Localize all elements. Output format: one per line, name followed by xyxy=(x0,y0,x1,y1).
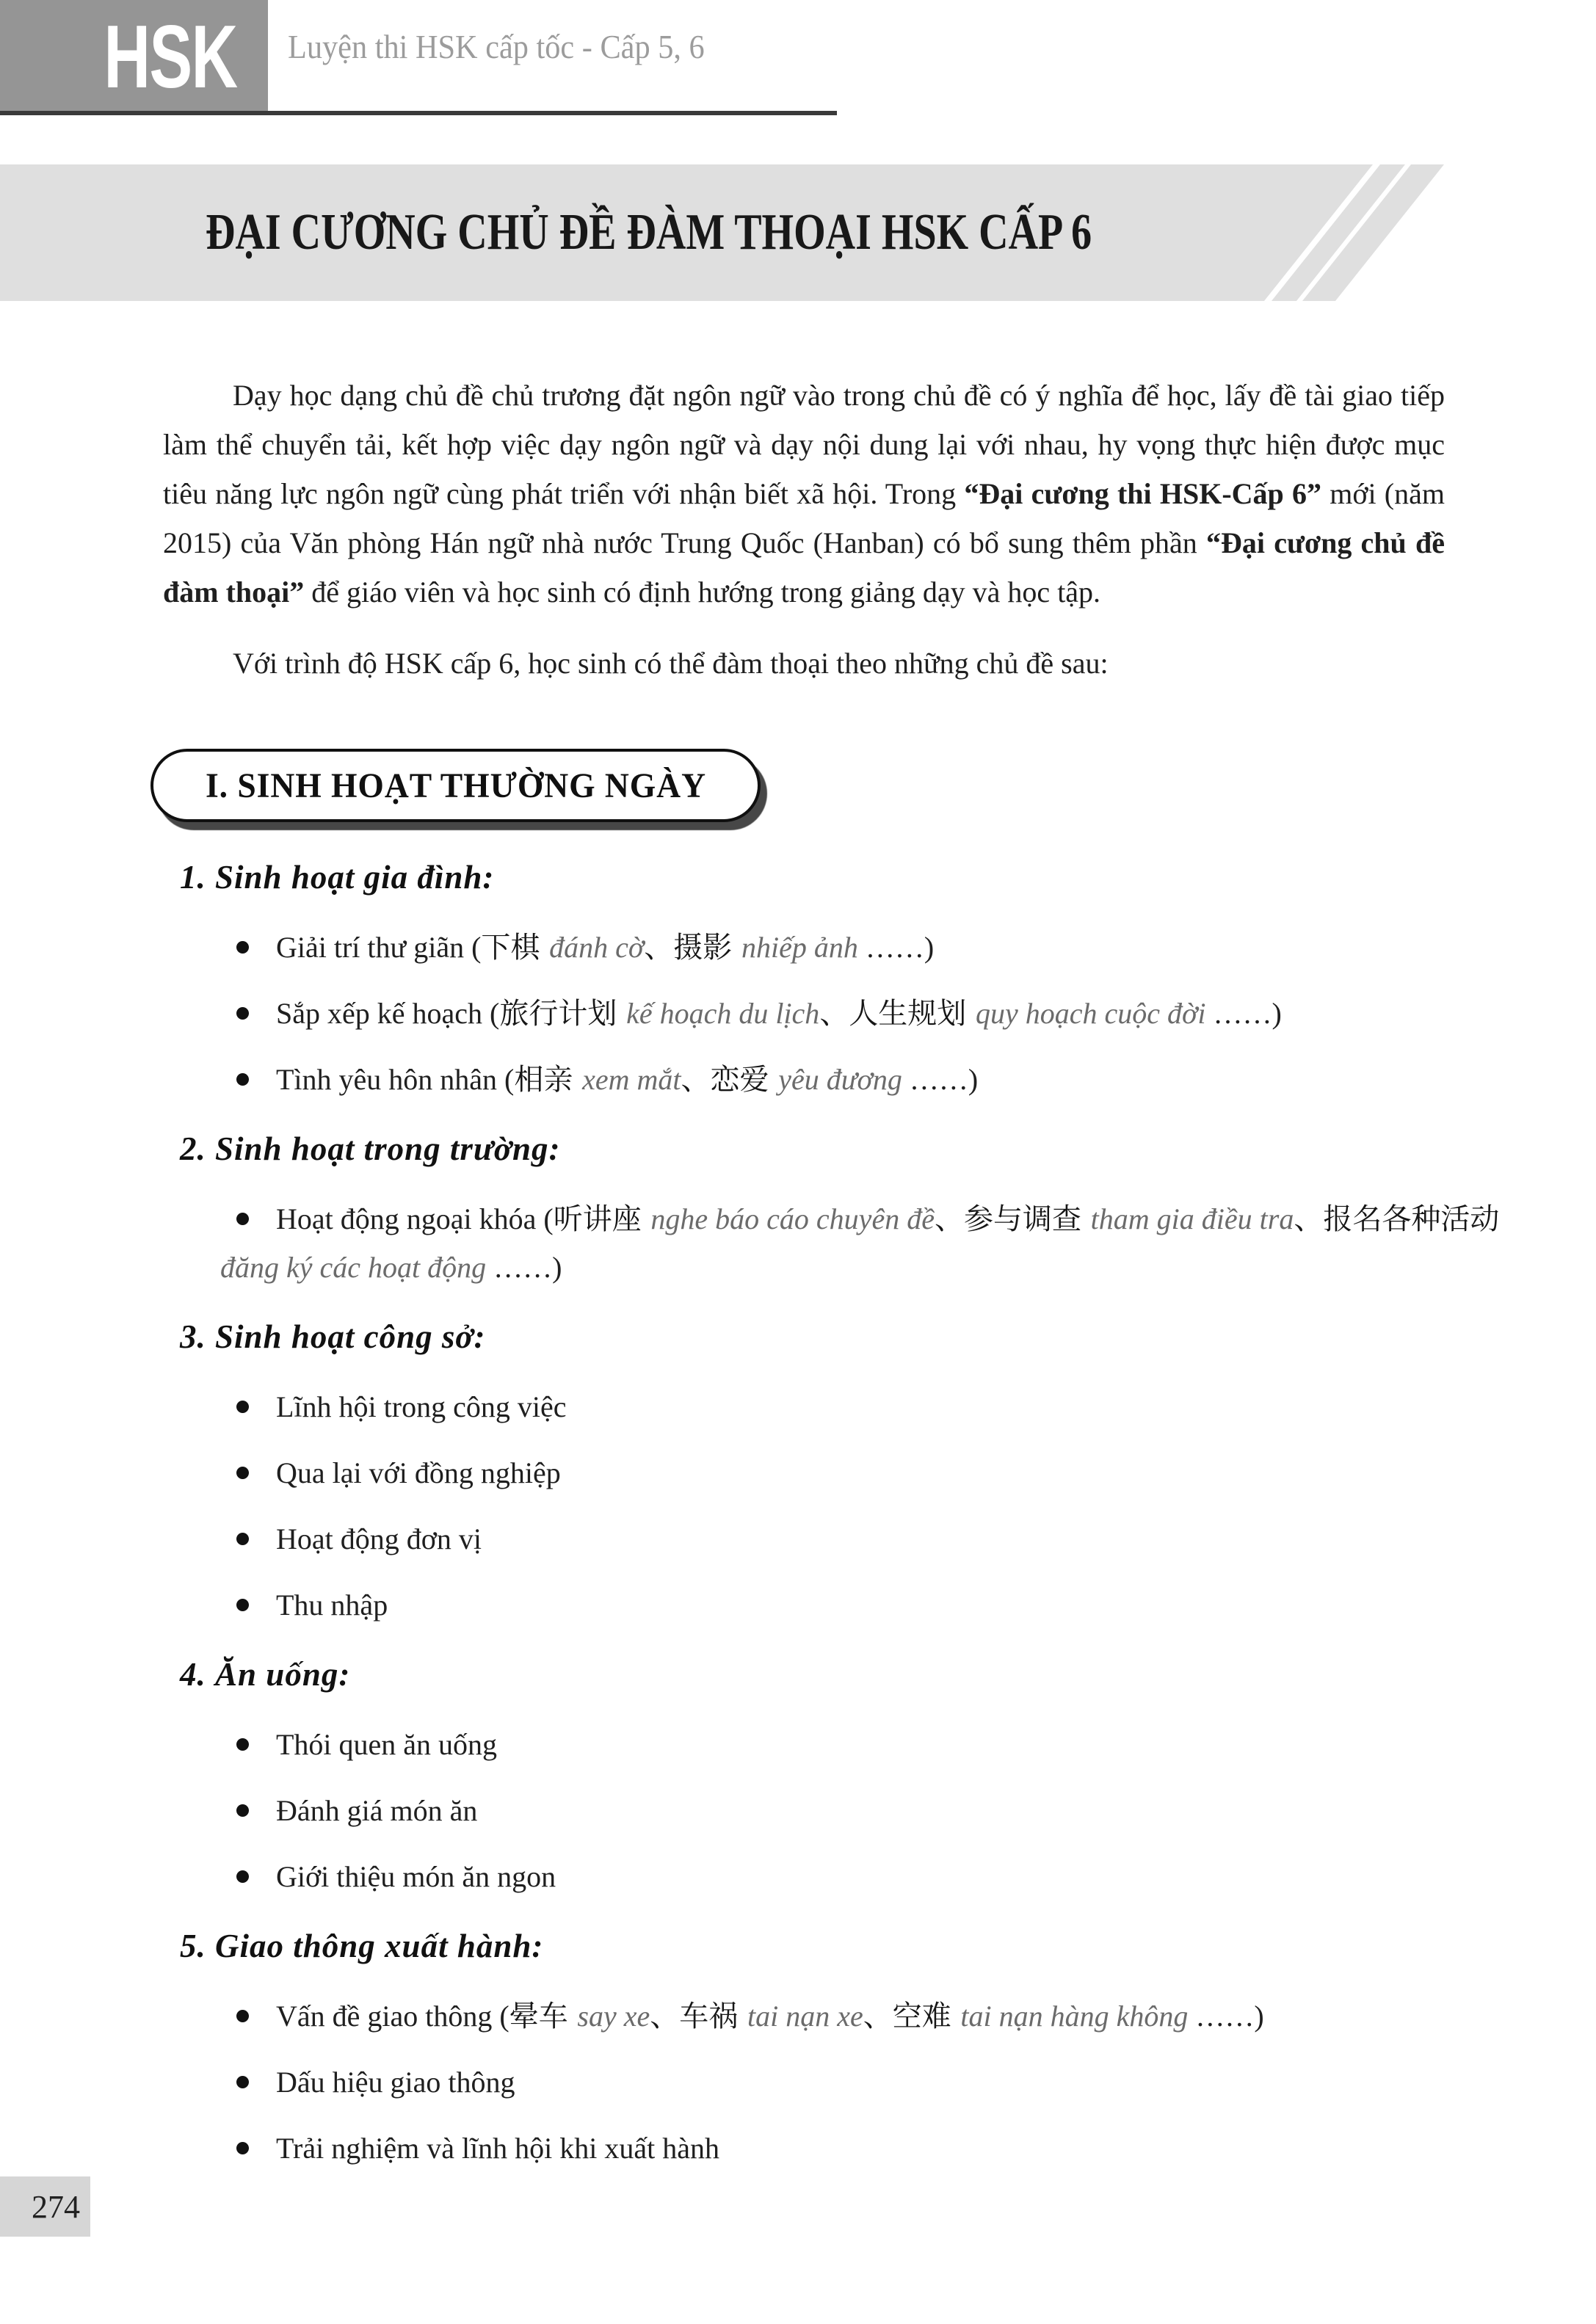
bullet-icon xyxy=(236,1007,249,1020)
intro-paragraph: Dạy học dạng chủ đề chủ trương đặt ngôn ngữ vào trong chủ đề có ý nghĩa để học, lấy đề tài giao tiếp làm thể chuyển tải, kết hợp việc dạy ngôn ngữ và dạy nội dung lại với nhau, hy vọng thực hiện được mục tiêu năng lực ngôn ngữ cùng phát triển với nhận biết xã hội. Trong “Đại cương thi HSK-Cấp 6” mới (năm 2015) của Văn phòng Hán ngữ nhà nước Trung Quốc (Hanban) có bổ sung thêm phần “Đại cương chủ đề đàm thoại” để giáo viên và học sinh có định hướng trong giảng dạy và học tập. xyxy=(163,379,1446,609)
topic-list xyxy=(180,1992,1531,2173)
bullet-icon xyxy=(236,1599,249,1611)
bullet-icon xyxy=(236,1738,249,1751)
topic-item: Tình yêu hôn nhân (相亲 xem mắt、恋爱 yêu đương ……) xyxy=(180,1056,1531,1104)
page-number: 274 xyxy=(32,2188,80,2225)
bold-phrase: “Đại cương thi HSK-Cấp 6” xyxy=(964,477,1321,510)
bullet-icon xyxy=(236,1401,249,1413)
topic-item: Đánh giá món ăn xyxy=(180,1787,1531,1835)
group-heading: 3. Sinh hoạt công sở: xyxy=(180,1318,486,1355)
topic-item: Hoạt động đơn vị xyxy=(180,1515,1531,1564)
bullet-icon xyxy=(236,1804,249,1817)
section-heading: I. SINH HOẠT THƯỜNG NGÀY xyxy=(205,766,706,805)
section-heading-pill xyxy=(150,749,761,822)
bullet-icon xyxy=(236,941,249,954)
topic-list xyxy=(180,1195,1531,1292)
topic-item: Hoạt động ngoại khóa (听讲座 nghe báo cáo chuyên đề、参与调查 tham gia điều tra、报名各种活动 đăng ký các hoạt động ……) xyxy=(220,1202,1500,1284)
page-title: ĐẠI CƯƠNG CHỦ ĐỀ ĐÀM THOẠI HSK CẤP 6 xyxy=(206,204,1092,261)
header-rule xyxy=(0,111,837,115)
topic-list xyxy=(180,1721,1531,1901)
topic-list xyxy=(180,923,1531,1104)
topic-groups xyxy=(180,853,1531,2190)
topic-item: Qua lại với đồng nghiệp xyxy=(180,1449,1531,1497)
group-heading: 5. Giao thông xuất hành: xyxy=(180,1928,544,1964)
topic-group xyxy=(180,1922,1531,2173)
topic-item: Thói quen ăn uống xyxy=(180,1721,1531,1769)
bullet-icon xyxy=(236,1533,249,1545)
running-header-subtitle: Luyện thi HSK cấp tốc - Cấp 5, 6 xyxy=(288,28,705,65)
topic-item: Giới thiệu món ăn ngon xyxy=(180,1853,1531,1901)
bullet-icon xyxy=(236,1213,249,1225)
topic-item: Giải trí thư giãn (下棋 đánh cờ、摄影 nhiếp ảnh ……) xyxy=(180,923,1531,972)
intro-section xyxy=(163,371,1445,688)
topic-item: Dấu hiệu giao thông xyxy=(180,2058,1531,2107)
topic-group xyxy=(180,1125,1531,1292)
topic-item: Trải nghiệm và lĩnh hội khi xuất hành xyxy=(180,2124,1531,2173)
chapter-banner xyxy=(0,164,1596,301)
bold-phrase: “Đại cương chủ đề đàm thoại” xyxy=(163,526,1446,609)
bullet-icon xyxy=(236,1073,249,1086)
topic-item: Vấn đề giao thông (晕车 say xe、车祸 tai nạn xe、空难 tai nạn hàng không ……) xyxy=(180,1992,1531,2041)
bullet-icon xyxy=(236,2142,249,2154)
hsk-logo: HSK xyxy=(104,6,237,106)
bullet-icon xyxy=(236,1870,249,1883)
bullet-icon xyxy=(236,2010,249,2022)
topic-group xyxy=(180,1312,1531,1630)
topic-item: Lĩnh hội trong công việc xyxy=(180,1383,1531,1431)
hsk-logo-block xyxy=(0,0,268,112)
group-heading: 4. Ăn uống: xyxy=(180,1656,351,1693)
topic-item: Thu nhập xyxy=(180,1581,1531,1630)
page-number-box xyxy=(0,2176,90,2237)
group-heading: 1. Sinh hoạt gia đình: xyxy=(180,859,495,896)
intro-lead-in: Với trình độ HSK cấp 6, học sinh có thể đàm thoại theo những chủ đề sau: xyxy=(233,647,1109,680)
bullet-icon xyxy=(236,1467,249,1479)
bullet-icon xyxy=(236,2076,249,2088)
topic-group xyxy=(180,1650,1531,1901)
topic-item: Sắp xếp kế hoạch (旅行计划 kế hoạch du lịch、人生规划 quy hoạch cuộc đời ……) xyxy=(180,989,1531,1038)
topic-list xyxy=(180,1383,1531,1630)
topic-group xyxy=(180,853,1531,1104)
group-heading: 2. Sinh hoạt trong trường: xyxy=(180,1130,561,1167)
